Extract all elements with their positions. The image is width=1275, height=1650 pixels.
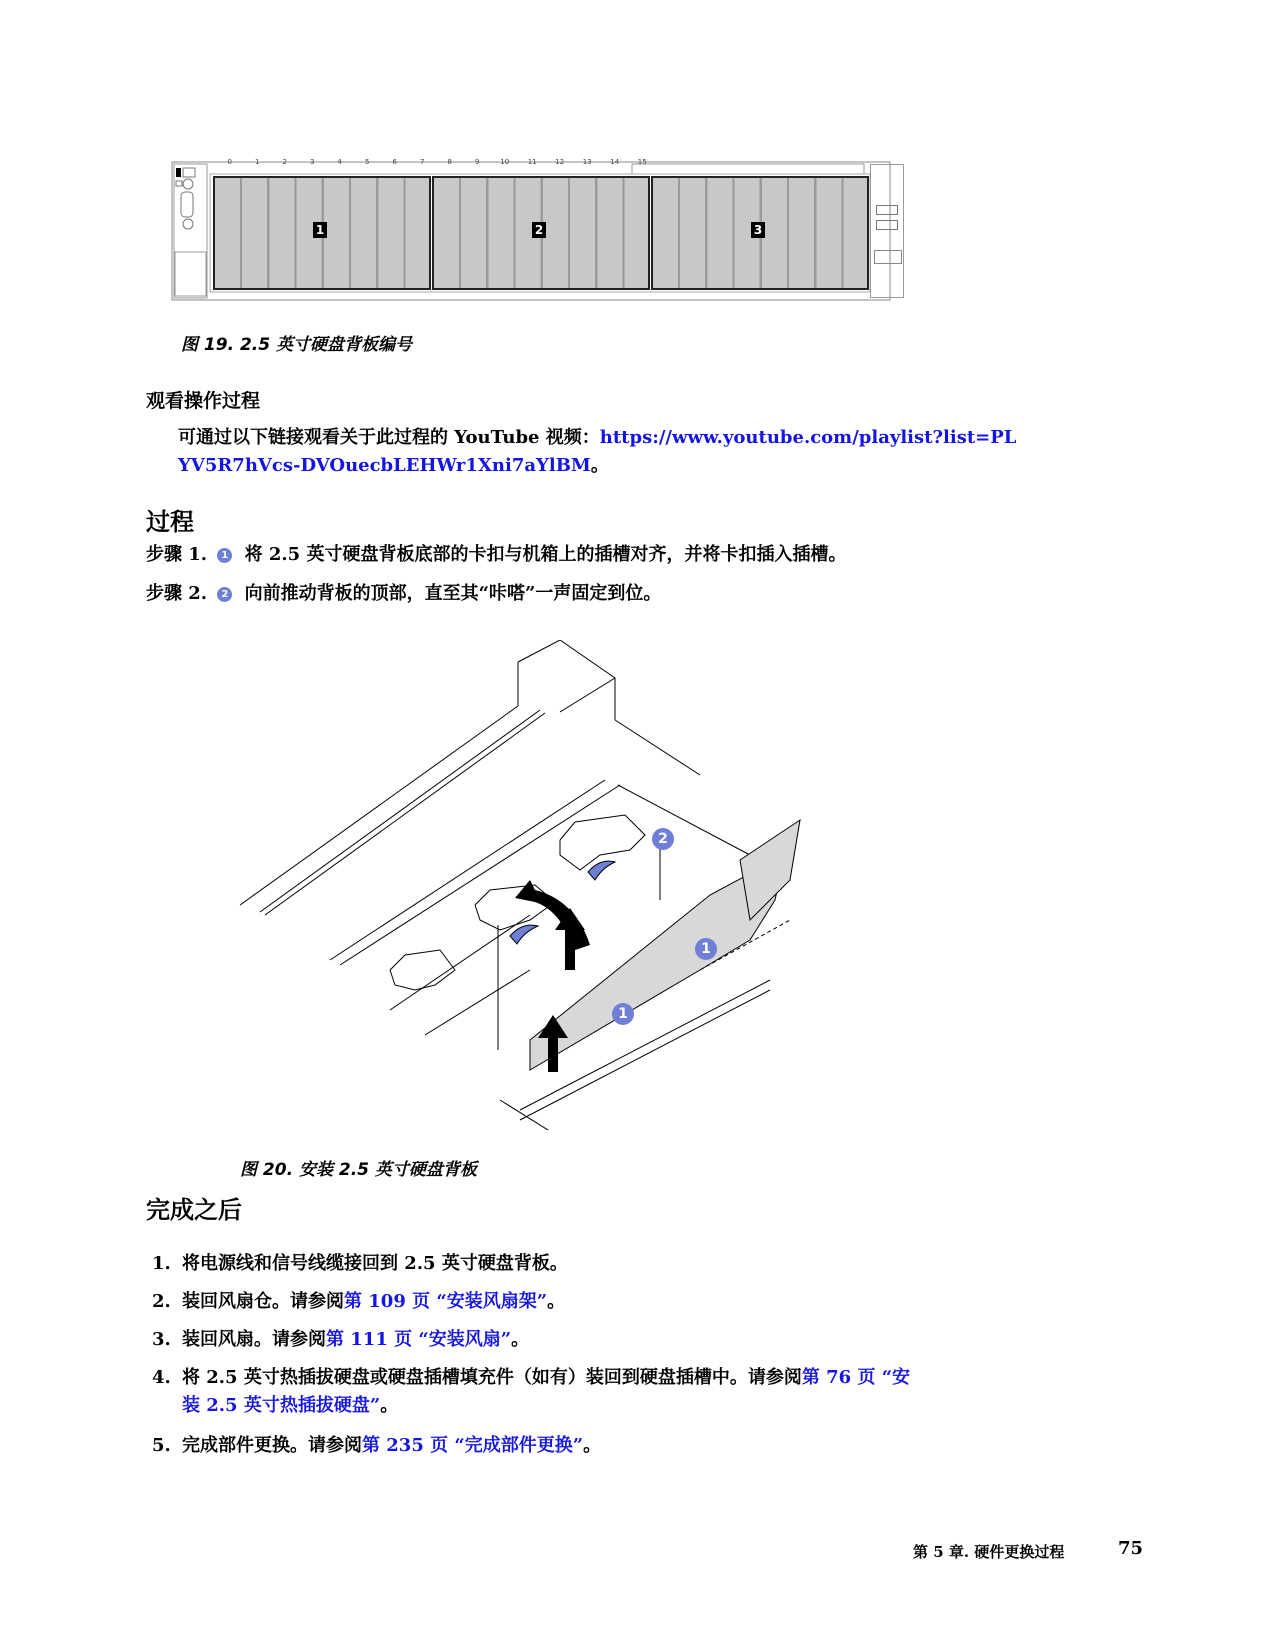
step-text: 向前推动背板的顶部，直至其“咔嗒”一声固定到位。 <box>244 583 662 604</box>
link-install-fan[interactable]: 第 111 页 “安装风扇” <box>326 1329 512 1350</box>
backplane-group-3 <box>651 176 869 290</box>
watch-heading: 观看操作过程 <box>146 390 261 412</box>
page-number: 75 <box>1118 1538 1144 1559</box>
youtube-link[interactable]: https://www.youtube.com/playlist?list=PL <box>599 427 1017 448</box>
bay-cover <box>874 250 902 264</box>
list-item: 4. 将 2.5 英寸热插拔硬盘或硬盘插槽填充件（如有）装回到硬盘插槽中。请参阅第 76 页 “安 装 2.5 英寸热插拔硬盘”。 <box>152 1367 911 1416</box>
backplane-label: 3 <box>751 222 765 238</box>
step-1 <box>146 541 846 569</box>
slot-number: 5 <box>365 158 370 166</box>
link-install-fan-cage[interactable]: 第 109 页 “安装风扇架” <box>344 1291 548 1312</box>
procedure-heading: 过程 <box>146 507 194 536</box>
slot-number: 11 <box>527 158 537 166</box>
watch-paragraph <box>178 424 1158 480</box>
slot-number: 4 <box>337 158 342 166</box>
backplane-group-1 <box>213 176 431 290</box>
usb-port-icon <box>876 205 898 215</box>
callout-2-icon: 2 <box>652 828 674 850</box>
right-io-panel <box>870 164 904 298</box>
footer-chapter: 第 5 章. 硬件更换过程 <box>913 1543 1065 1561</box>
slot-number: 2 <box>282 158 287 166</box>
step-label: 步骤 1. <box>146 544 208 565</box>
figure-20-install-backplane <box>230 640 830 1130</box>
slot-number: 14 <box>610 158 620 166</box>
period: 。 <box>590 455 609 476</box>
usb-port-icon <box>876 220 898 230</box>
callout-1-icon: 1 <box>695 938 717 960</box>
callout-1-icon: 1 <box>612 1003 634 1025</box>
figure-19-backplane-numbering <box>170 160 940 305</box>
slot-number: 15 <box>637 158 647 166</box>
backplane-label: 2 <box>532 222 546 238</box>
backplane-label: 1 <box>313 222 327 238</box>
watch-line-1 <box>178 424 1158 452</box>
step-text: 将 2.5 英寸硬盘背板底部的卡扣与机箱上的插槽对齐，并将卡扣插入插槽。 <box>244 544 847 565</box>
list-item: 5. 完成部件更换。请参阅第 235 页 “完成部件更换”。 <box>152 1435 602 1456</box>
list-item: 3. 装回风扇。请参阅第 111 页 “安装风扇”。 <box>152 1329 530 1350</box>
after-heading: 完成之后 <box>146 1195 242 1224</box>
backplane-install-illustration <box>230 640 830 1130</box>
slot-number: 6 <box>392 158 397 166</box>
slot-number: 7 <box>420 158 425 166</box>
figure-20-caption: 图 20. 安装 2.5 英寸硬盘背板 <box>240 1160 477 1180</box>
watch-line-2 <box>178 452 1158 480</box>
slot-number: 1 <box>255 158 260 166</box>
slot-number: 10 <box>500 158 510 166</box>
slot-number: 3 <box>310 158 315 166</box>
callout-1-icon: 1 <box>217 548 232 563</box>
watch-text: 可通过以下链接观看关于此过程的 YouTube 视频： <box>178 427 600 448</box>
slot-number: 9 <box>475 158 480 166</box>
step-label: 步骤 2. <box>146 583 208 604</box>
slot-number: 8 <box>447 158 452 166</box>
slot-number: 0 <box>227 158 232 166</box>
slot-number: 13 <box>582 158 592 166</box>
backplane-group-2 <box>432 176 650 290</box>
step-2 <box>146 580 661 608</box>
list-item: 2. 装回风扇仓。请参阅第 109 页 “安装风扇架”。 <box>152 1291 566 1312</box>
link-complete-parts-replacement[interactable]: 第 235 页 “完成部件更换” <box>362 1435 584 1456</box>
youtube-link-continued[interactable]: YV5R7hVcs-DVOuecbLEHWr1Xni7aYlBM <box>178 455 591 476</box>
callout-2-icon: 2 <box>217 587 232 602</box>
slot-number: 12 <box>555 158 565 166</box>
link-install-hot-swap-drive-continued[interactable]: 装 2.5 英寸热插拔硬盘” <box>182 1395 381 1416</box>
link-install-hot-swap-drive[interactable]: 第 76 页 “安 <box>801 1367 911 1388</box>
figure-19-caption: 图 19. 2.5 英寸硬盘背板编号 <box>181 335 412 355</box>
slot-number-row <box>216 158 656 170</box>
list-item: 1. 将电源线和信号线缆接回到 2.5 英寸硬盘背板。 <box>152 1253 568 1274</box>
